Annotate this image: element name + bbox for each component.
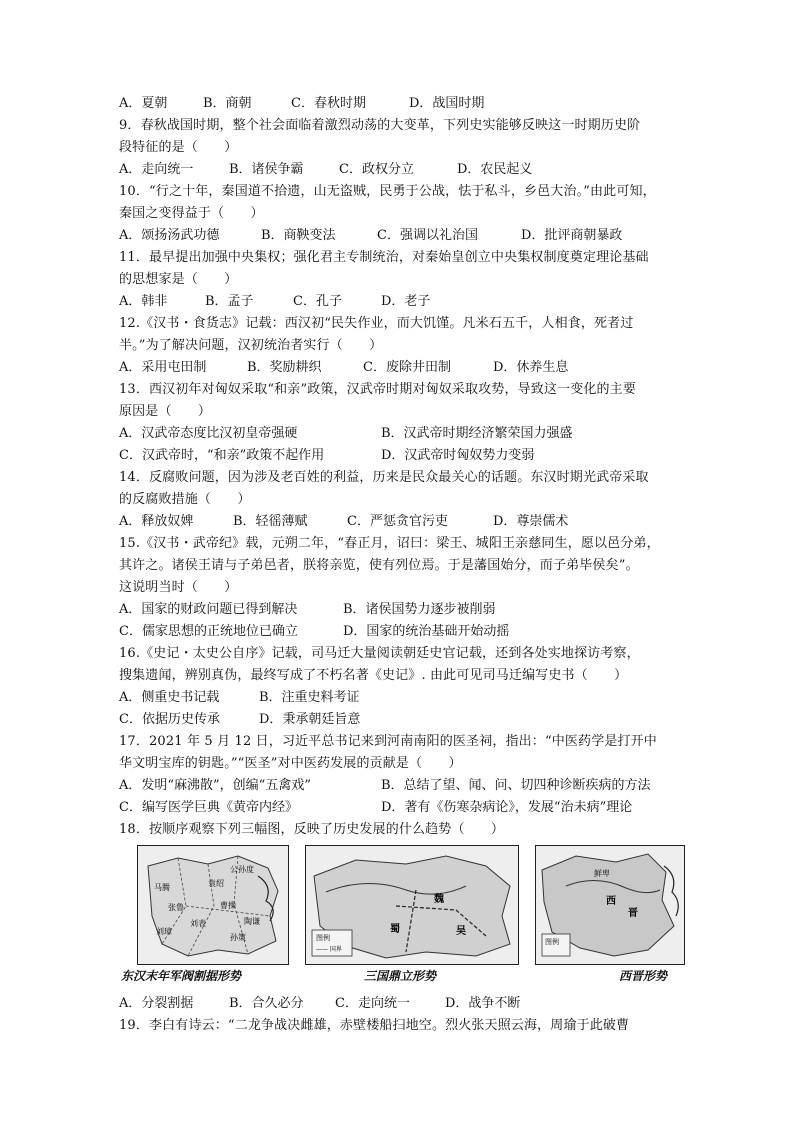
q17-option-c: C．编写医学巨典《黄帝内经》 <box>119 800 298 815</box>
q14-options <box>119 511 679 533</box>
map2-legend-border: —— 国界 <box>316 946 342 953</box>
q16-stem-line2: 搜集遗闻，辨别真伪，最终写成了不朽名著《史记》. 由此可见司马迁编写史书（ ） <box>119 668 628 683</box>
q13-stem-line2: 原因是（ ） <box>119 404 212 419</box>
q13-option-d: D．汉武帝时匈奴势力变弱 <box>381 448 535 463</box>
q9-option-b: B．诸侯争霸 <box>229 162 304 177</box>
q14-option-a: A．释放奴婢 <box>119 514 194 529</box>
q15-option-b: B．诸侯国势力逐步被削弱 <box>343 602 496 617</box>
map2-legend-title: 图例 <box>316 934 330 942</box>
q15-option-d: D．国家的统治基础开始动摇 <box>343 624 510 639</box>
q15-option-c: C．儒家思想的正统地位已确立 <box>119 624 298 639</box>
q12-option-d: D．休养生息 <box>493 360 569 375</box>
q12-option-c: C．废除井田制 <box>363 360 451 375</box>
q12-option-b: B．奖励耕织 <box>247 360 322 375</box>
map2-label-wu: 吴 <box>456 926 466 937</box>
map1-label-liuzhang: 刘璋 <box>156 927 172 936</box>
q10-stem-line2: 秦国之变得益于（ ） <box>119 206 264 221</box>
q14-stem-line2: 的反腐败措施（ ） <box>119 492 251 507</box>
q10-option-b: B．商鞅变法 <box>261 228 336 243</box>
q16-option-d: D．秉承朝廷旨意 <box>259 712 361 727</box>
q15-options-row2 <box>119 621 679 643</box>
q14-option-b: B．轻徭薄赋 <box>233 514 308 529</box>
map1-label-liubiao: 刘表 <box>190 919 206 928</box>
map-western-jin <box>535 845 685 965</box>
q16-options-row1 <box>119 687 679 709</box>
map1-label-caocao: 曹操 <box>220 901 236 910</box>
q9-stem-line2: 段特征的是（ ） <box>119 140 238 155</box>
q13-option-c: C．汉武帝时，“和亲”政策不起作用 <box>119 448 325 463</box>
map2-label-shu: 蜀 <box>390 924 400 935</box>
q8-option-a: A．夏朝 <box>119 96 168 111</box>
map1-label-mateng: 马腾 <box>154 883 170 892</box>
q18-option-d: D．战争不断 <box>445 996 521 1011</box>
q11-option-d: D．老子 <box>381 294 431 309</box>
q17-option-d: D．著有《伤寒杂病论》，发展“治未病”理论 <box>381 800 633 815</box>
q10-option-a: A．颂扬汤武功德 <box>119 228 220 243</box>
map-three-kingdoms <box>305 845 519 965</box>
q10-option-d: D．批评商朝暴政 <box>521 228 623 243</box>
q10-options <box>119 225 679 247</box>
q18-option-a: A．分裂割据 <box>119 996 194 1011</box>
map-western-jin-graphic <box>536 846 684 964</box>
q14-stem-line1: 14．反腐败问题，因为涉及老百姓的利益，历来是民众最关心的话题。东汉时期光武帝采取 <box>119 470 649 485</box>
q10-option-c: C．强调以礼治国 <box>377 228 478 243</box>
q11-options <box>119 291 679 313</box>
map3-legend-title: 图例 <box>545 938 559 946</box>
map-three-kingdoms-graphic <box>306 846 518 964</box>
map1-label-zhanglu: 张鲁 <box>168 903 184 912</box>
q11-stem-line1: 11．最早提出加强中央集权；强化君主专制统治，对秦始皇创立中央集权制度奠定理论基础 <box>119 250 649 265</box>
map3-label-xi: 西 <box>606 896 616 907</box>
q14-option-c: C．严惩贪官污吏 <box>347 514 448 529</box>
q15-option-a: A．国家的财政问题已得到解决 <box>119 602 298 617</box>
q17-option-b: B．总结了望、闻、问、切四种诊断疾病的方法 <box>381 778 651 793</box>
q12-stem-line2: 半。”为了解决问题，汉初统治者实行（ ） <box>119 338 383 353</box>
q17-stem-line1: 17．2021 年 5 月 12 日，习近平总书记来到河南南阳的医圣祠，指出：“中医药学是打开中 <box>119 734 657 749</box>
q12-stem-line1: 12.《汉书・食货志》记载：西汉初“民失作业，而大饥馑。凡米石五千，人相食，死者过 <box>119 316 634 331</box>
q14-option-d: D．尊崇儒术 <box>493 514 569 529</box>
question-list <box>119 93 679 1037</box>
map1-caption: 东汉末年军阀割据形势 <box>121 969 242 983</box>
q15-stem-line2: 其许之。诸侯王请与子弟邑者，朕将亲览，使有列位焉。于是藩国始分，而子弟毕侯矣”。 <box>119 558 639 573</box>
map3-label-jin: 晋 <box>628 908 638 919</box>
q17-stem-line2: 华文明宝库的钥匙。”“医圣”对中医药发展的贡献是（ ） <box>119 756 462 771</box>
q8-option-d: D．战国时期 <box>409 96 485 111</box>
q18-options <box>119 993 679 1015</box>
map2-caption: 三国鼎立形势 <box>364 969 437 983</box>
q10-stem-line1: 10．“行之十年，秦国道不拾遗，山无盗贼，民勇于公战，怯于私斗，乡邑大治。”由此可知， <box>119 184 656 199</box>
q12-option-a: A．采用屯田制 <box>119 360 207 375</box>
map3-caption: 西晋形势 <box>619 969 668 983</box>
q16-option-c: C．依据历史传承 <box>119 712 220 727</box>
q18-option-c: C．走向统一 <box>335 996 410 1011</box>
q9-option-c: C．政权分立 <box>339 162 414 177</box>
q11-option-c: C．孔子 <box>293 294 342 309</box>
q8-options <box>119 93 679 115</box>
q18-option-b: B．合久必分 <box>229 996 304 1011</box>
q17-option-a: A．发明“麻沸散”，创编“五禽戏” <box>119 778 311 793</box>
q16-stem-line1: 16.《史记・太史公自序》记载，司马迁大量阅读朝廷史官记载，还到各处实地探访考察， <box>119 646 640 661</box>
q9-option-a: A．走向统一 <box>119 162 194 177</box>
q18-maps <box>119 845 679 993</box>
map1-label-taoqian: 陶谦 <box>244 917 260 926</box>
q13-option-a: A．汉武帝态度比汉初皇帝强硬 <box>119 426 298 441</box>
q13-options-row1 <box>119 423 679 445</box>
q17-options-row2 <box>119 797 679 819</box>
q9-options <box>119 159 679 181</box>
q8-option-b: B．商朝 <box>203 96 252 111</box>
map1-label-gongsundu: 公孙度 <box>230 865 254 874</box>
q18-stem-line1: 18．按顺序观察下列三幅图，反映了历史发展的什么趋势（ ） <box>119 822 505 837</box>
q17-options-row1 <box>119 775 679 797</box>
q9-option-d: D．农民起义 <box>457 162 533 177</box>
q16-option-b: B．注重史料考证 <box>259 690 360 705</box>
map2-label-wei: 魏 <box>434 894 444 905</box>
q9-stem-line1: 9．春秋战国时期，整个社会面临着激烈动荡的大变革，下列史实能够反映这一时期历史阶 <box>119 118 641 133</box>
q11-option-b: B．孟子 <box>205 294 254 309</box>
map1-label-yuanshao: 袁绍 <box>208 879 224 888</box>
map1-label-sunce: 孙策 <box>230 933 246 942</box>
q11-option-a: A．韩非 <box>119 294 168 309</box>
q19-stem-line1: 19．李白有诗云：“二龙争战决雌雄，赤壁楼船扫地空。烈火张天照云海，周瑜于此破曹 <box>119 1018 630 1033</box>
q15-stem-line3: 这说明当时（ ） <box>119 580 238 595</box>
q15-options-row1 <box>119 599 679 621</box>
map-eastern-han-warlords <box>137 845 289 965</box>
q11-stem-line2: 的思想家是（ ） <box>119 272 238 287</box>
q16-options-row2 <box>119 709 679 731</box>
q15-stem-line1: 15.《汉书・武帝纪》载，元朔二年，“春正月，诏曰：梁王、城阳王亲慈同生，愿以邑分弟， <box>119 536 660 551</box>
map3-label-xianbei: 鲜卑 <box>594 869 610 878</box>
q13-options-row2 <box>119 445 679 467</box>
q16-option-a: A．侧重史书记载 <box>119 690 220 705</box>
map-eastern-han-warlords-graphic <box>138 846 288 964</box>
q13-stem-line1: 13．西汉初年对匈奴采取“和亲”政策，汉武帝时期对匈奴采取攻势，导致这一变化的主要 <box>119 382 636 397</box>
q13-option-b: B．汉武帝时期经济繁荣国力强盛 <box>381 426 573 441</box>
q12-options <box>119 357 679 379</box>
q8-option-c: C．春秋时期 <box>291 96 366 111</box>
